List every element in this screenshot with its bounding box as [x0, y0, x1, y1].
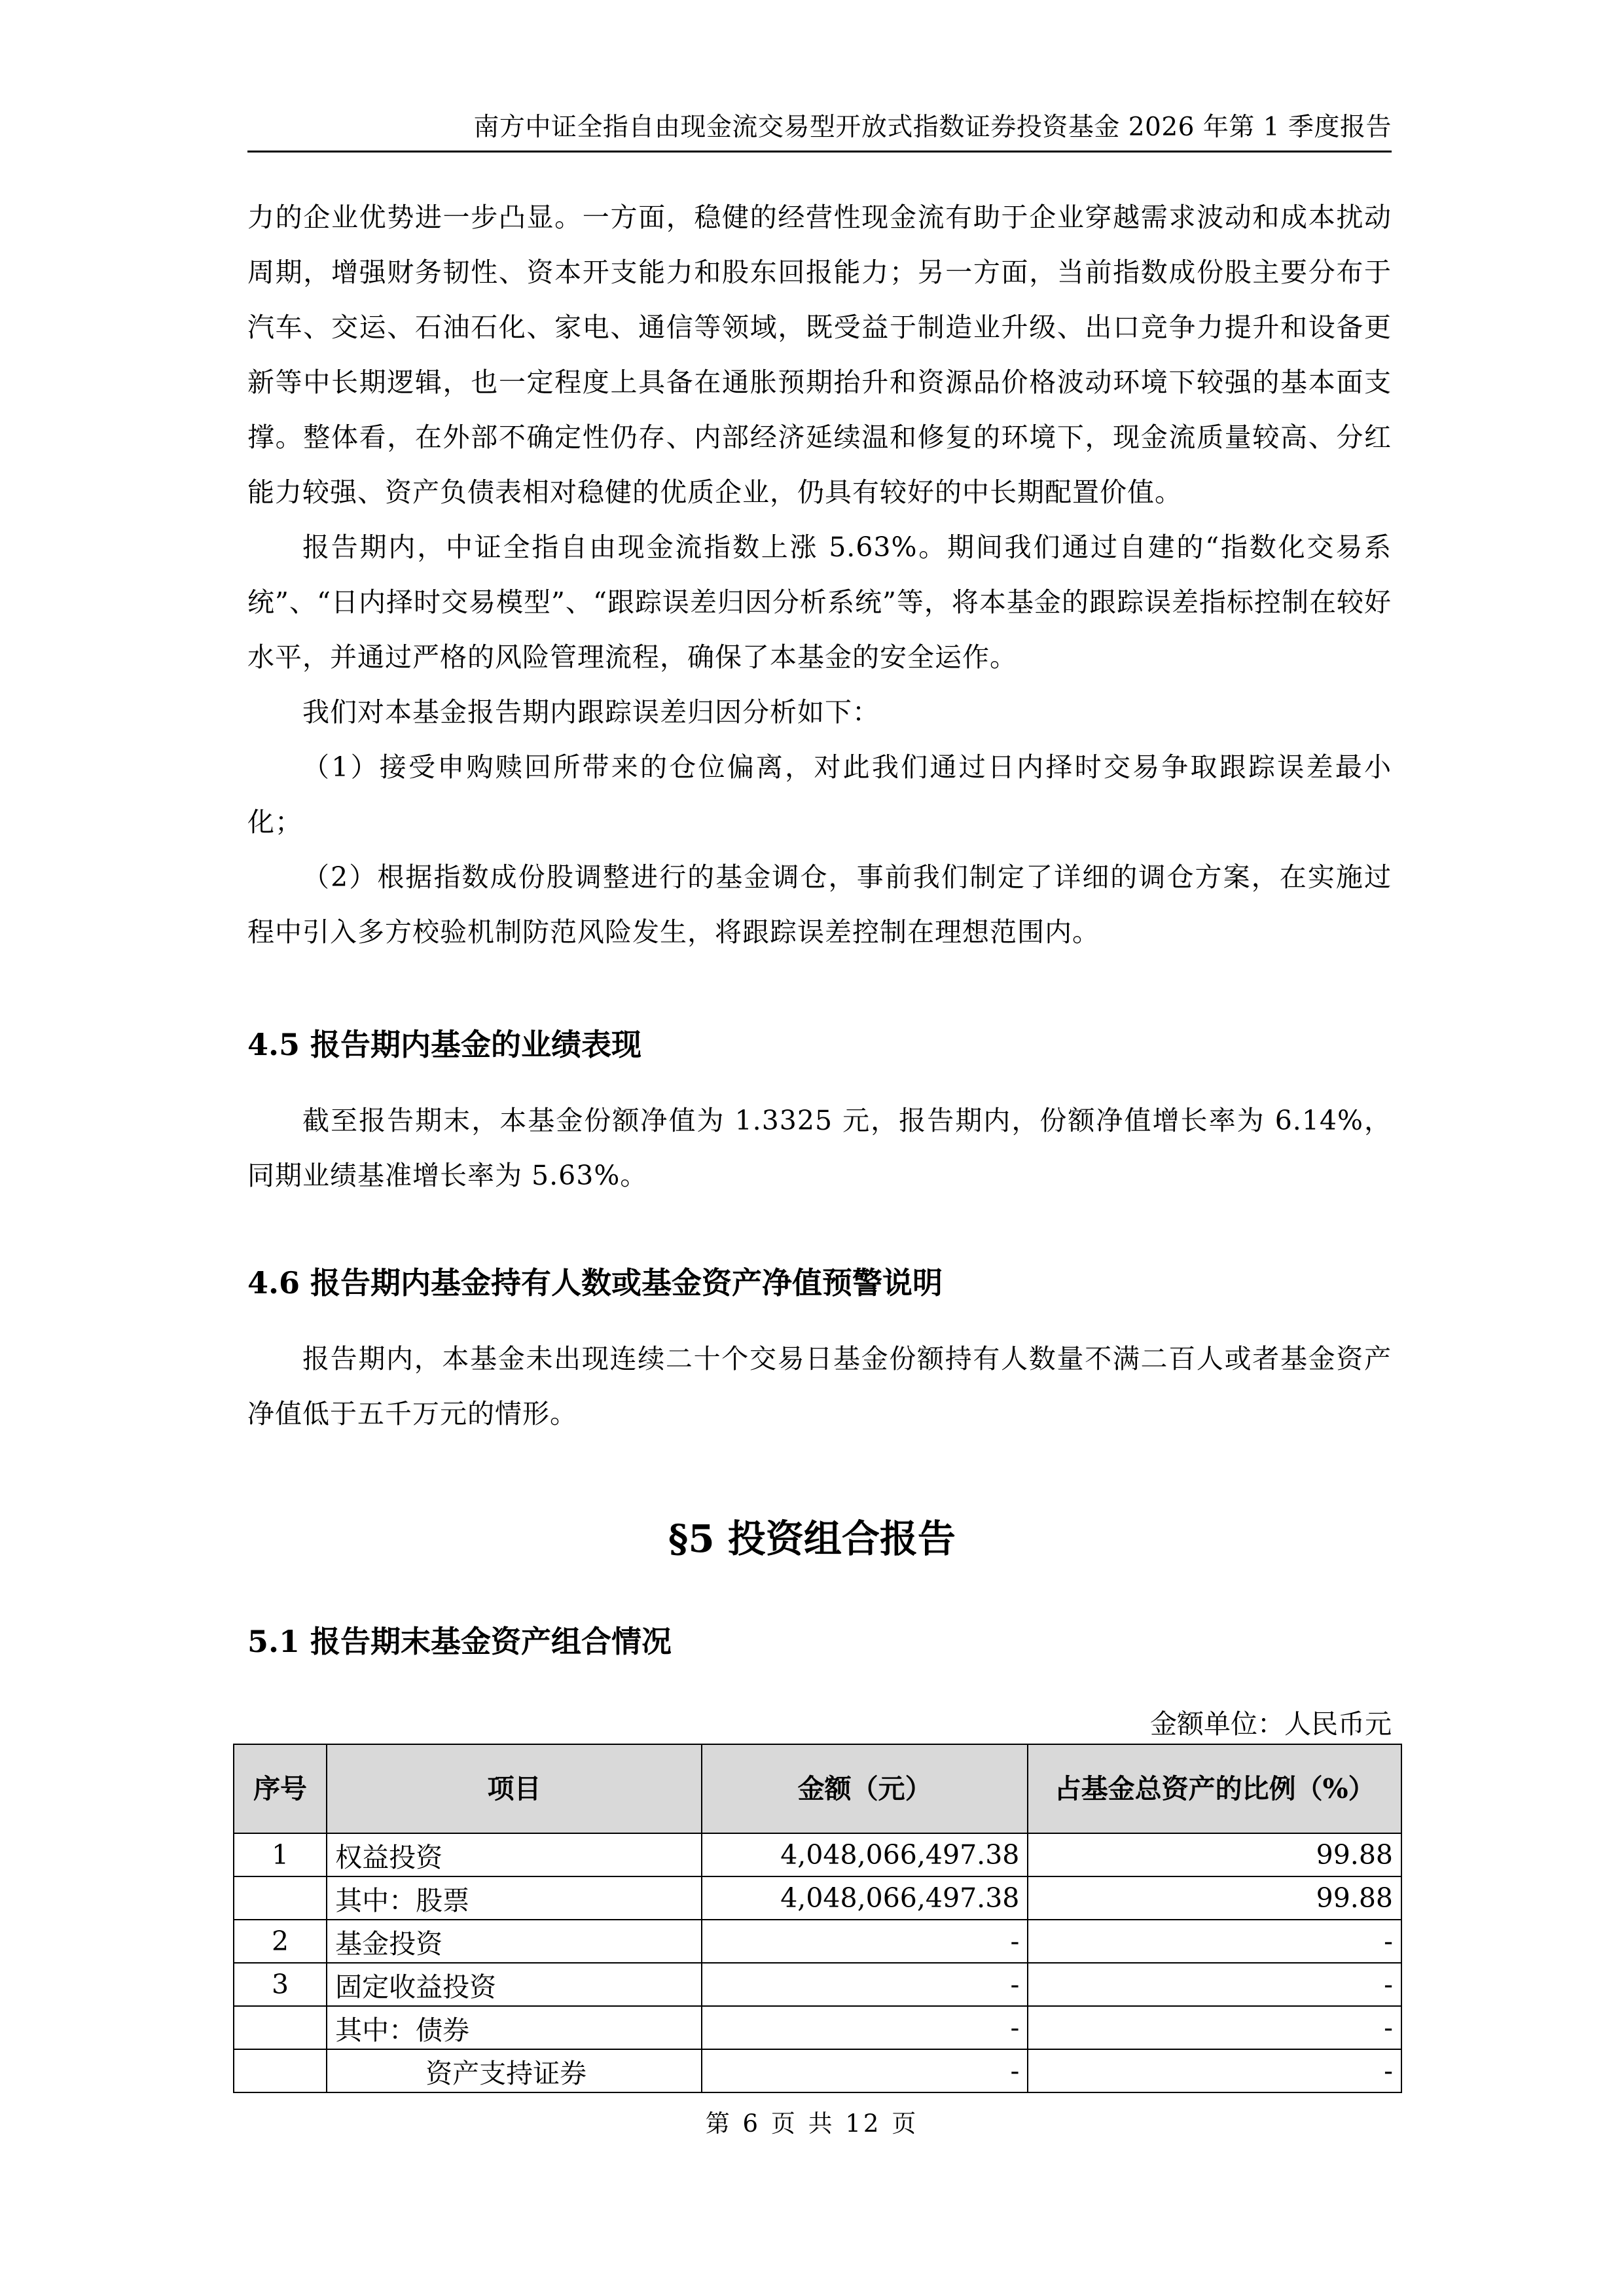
report-header-title: 南方中证全指自由现金流交易型开放式指数证券投资基金 2026 年第 1 季度报告: [473, 113, 1392, 142]
row-item: 其中：债券: [327, 2006, 702, 2049]
row-amount: -: [702, 1963, 1028, 2006]
section-4-6-heading: 4.6 报告期内基金持有人数或基金资产净值预警说明: [247, 1265, 943, 1300]
section-4-5-heading: 4.5 报告期内基金的业绩表现: [247, 1027, 642, 1062]
row-no: 2: [234, 1920, 327, 1963]
row-amount: -: [702, 2049, 1028, 2092]
table-row: [234, 1833, 1401, 1876]
row-percent: 99.88: [1028, 1876, 1401, 1920]
row-no: [234, 1876, 327, 1920]
body-paragraph-3: 我们对本基金报告期内跟踪误差归因分析如下：: [302, 696, 880, 728]
body-paragraph-2: 报告期内，中证全指自由现金流指数上涨 5.63%。期间我们通过自建的“指数化交易系统”、“日内择时交易模型”、“跟踪误差归因分析系统”等，将本基金的跟踪误差指标控制在较好水平，并通过严格的风险管理流程，确保了本基金的安全运作。: [247, 531, 1392, 673]
section-4-6-text: 报告期内，本基金未出现连续二十个交易日基金份额持有人数量不满二百人或者基金资产净值低于五千万元的情形。: [247, 1343, 1392, 1429]
body-paragraph-4: （1）接受申购赎回所带来的仓位偏离，对此我们通过日内择时交易争取跟踪误差最小化；: [247, 751, 1392, 838]
page-footer: 第 6 页 共 12 页: [705, 2109, 919, 2138]
table-header-row: [234, 1744, 1401, 1833]
header-amount: 金额（元）: [702, 1744, 1028, 1833]
header-rule: [247, 151, 1392, 152]
row-amount: 4,048,066,497.38: [702, 1876, 1028, 1920]
row-no: [234, 2049, 327, 2092]
asset-allocation-table: [233, 1744, 1402, 2093]
table-row: [234, 1920, 1401, 1963]
currency-unit-note: 金额单位：人民币元: [1150, 1708, 1392, 1740]
row-item: 资产支持证券: [327, 2049, 702, 2092]
body-paragraph-1: 力的企业优势进一步凸显。一方面，稳健的经营性现金流有助于企业穿越需求波动和成本扰动周期，增强财务韧性、资本开支能力和股东回报能力；另一方面，当前指数成份股主要分布于汽车、交运、石油石化、家电、通信等领域，既受益于制造业升级、出口竞争力提升和设备更新等中长期逻辑，也一定程度上具备在通胀预期抬升和资源品价格波动环境下较强的基本面支撑。整体看，在外部不确定性仍存、内部经济延续温和修复的环境下，现金流质量较高、分红能力较强、资产负债表相对稳健的优质企业，仍具有较好的中长期配置价值。: [247, 202, 1392, 508]
row-item: 基金投资: [327, 1920, 702, 1963]
row-amount: -: [702, 1920, 1028, 1963]
row-percent: -: [1028, 2006, 1401, 2049]
row-percent: 99.88: [1028, 1833, 1401, 1876]
header-no: 序号: [234, 1744, 327, 1833]
row-item: 固定收益投资: [327, 1963, 702, 2006]
row-amount: -: [702, 2006, 1028, 2049]
row-item: 其中：股票: [327, 1876, 702, 1920]
section-5-heading: §5 投资组合报告: [668, 1516, 956, 1561]
header-percent: 占基金总资产的比例（%）: [1028, 1744, 1401, 1833]
header-item: 项目: [327, 1744, 702, 1833]
row-no: 3: [234, 1963, 327, 2006]
row-item: 权益投资: [327, 1833, 702, 1876]
row-percent: -: [1028, 1963, 1401, 2006]
row-percent: -: [1028, 2049, 1401, 2092]
section-5-1-heading: 5.1 报告期末基金资产组合情况: [247, 1624, 672, 1659]
table-row: [234, 1876, 1401, 1920]
row-no: 1: [234, 1833, 327, 1876]
table-row: [234, 2006, 1401, 2049]
row-no: [234, 2006, 327, 2049]
section-4-5-text: 截至报告期末，本基金份额净值为 1.3325 元，报告期内，份额净值增长率为 6.14%，同期业绩基准增长率为 5.63%。: [247, 1105, 1392, 1191]
table-row: [234, 2049, 1401, 2092]
row-percent: -: [1028, 1920, 1401, 1963]
row-amount: 4,048,066,497.38: [702, 1833, 1028, 1876]
table-row: [234, 1963, 1401, 2006]
body-paragraph-5: （2）根据指数成份股调整进行的基金调仓，事前我们制定了详细的调仓方案，在实施过程中引入多方校验机制防范风险发生，将跟踪误差控制在理想范围内。: [247, 861, 1392, 948]
